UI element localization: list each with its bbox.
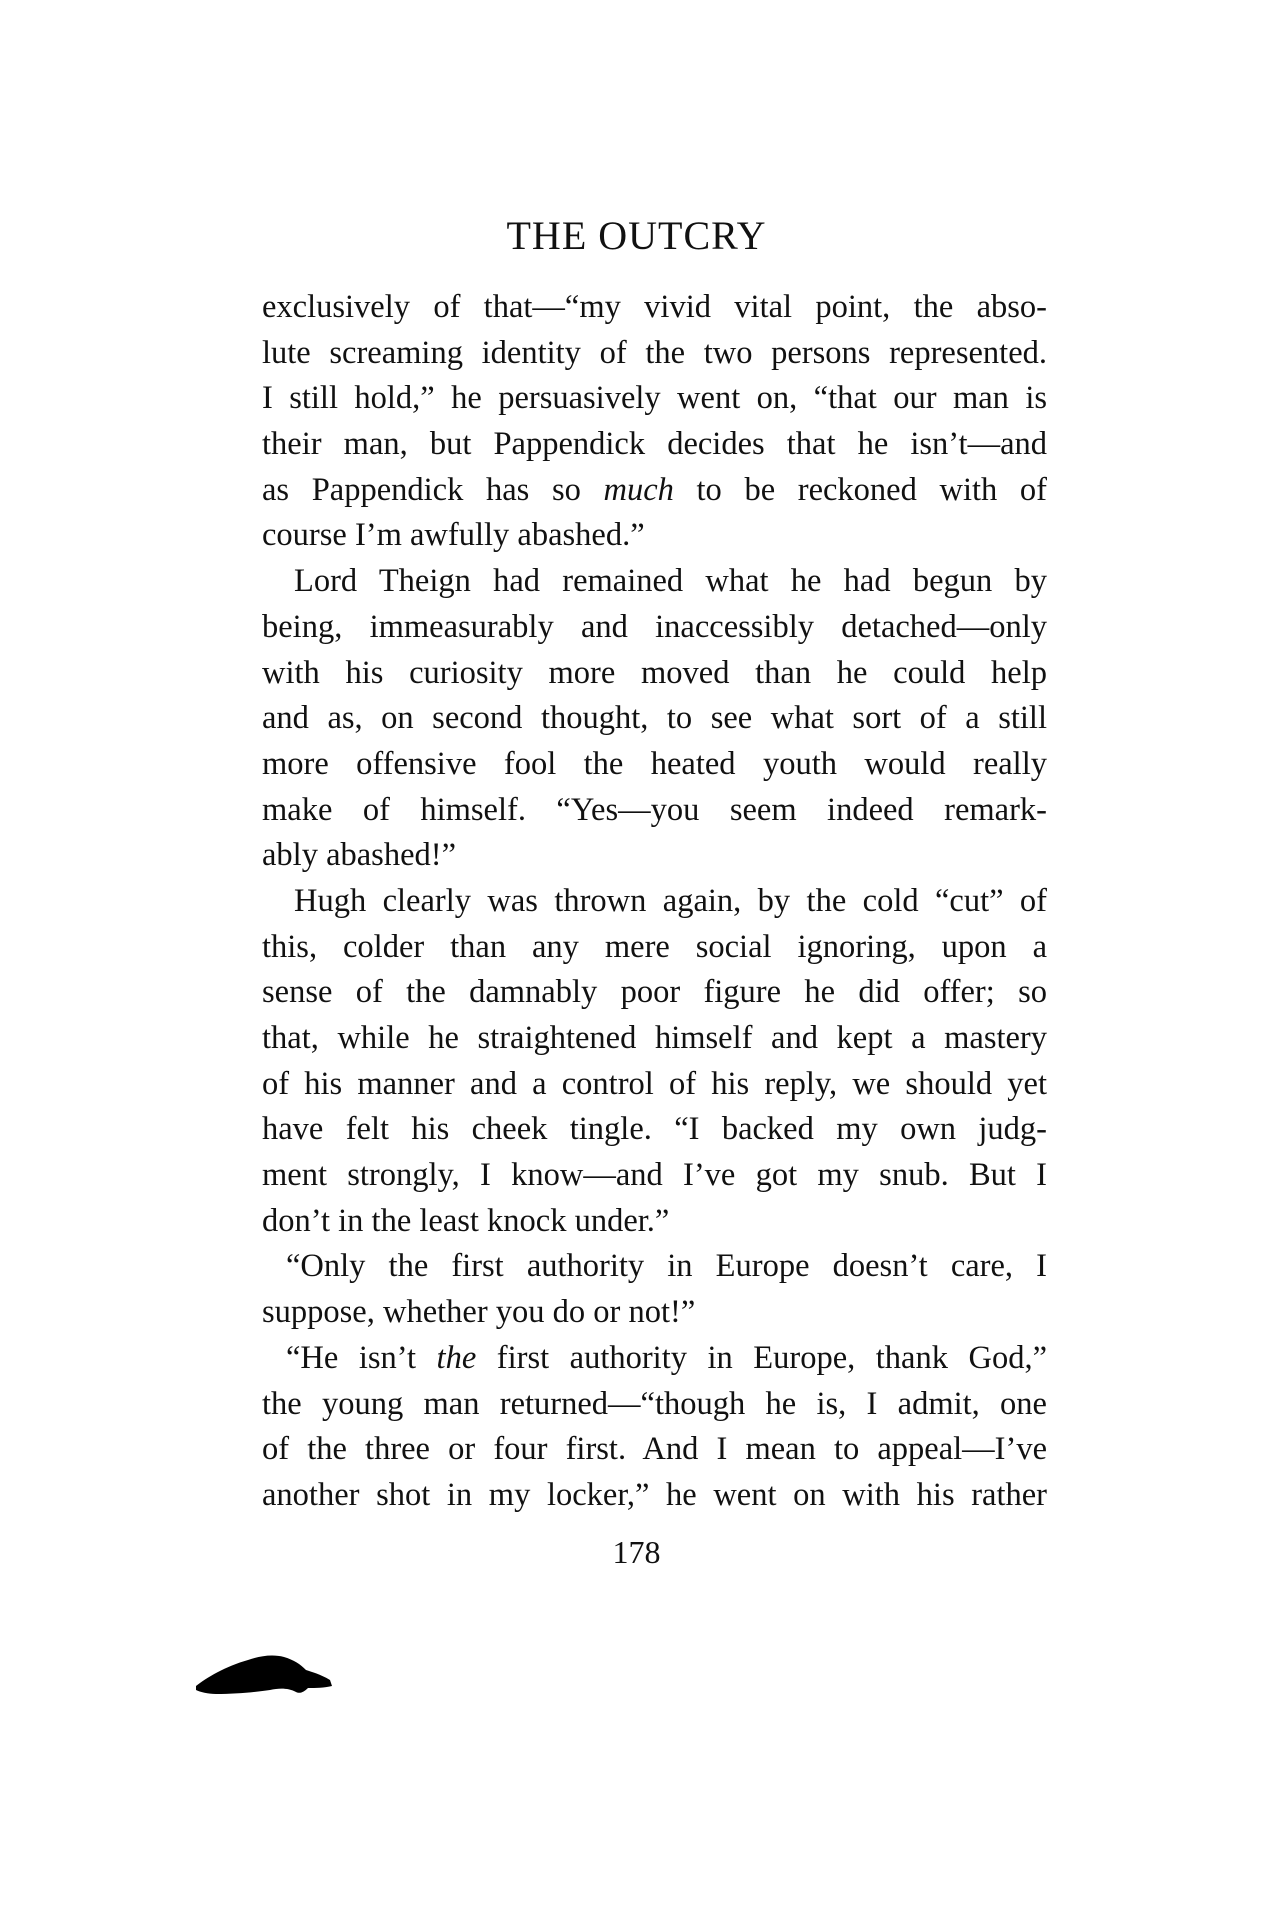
body-text <box>262 285 1047 1519</box>
text-segment: to be reckoned with of <box>673 471 1047 508</box>
text-segment: “He isn’t <box>286 1339 437 1376</box>
text-line: another shot in my locker,” he went on with his rather <box>262 1476 1047 1513</box>
paragraph-start-line: Hugh clearly was thrown again, by the cold “cut” of <box>294 882 1047 919</box>
text-line: sense of the damnably poor figure he did offer; so <box>262 974 1047 1011</box>
text-line: course I’m awfully abashed.” <box>262 517 645 554</box>
text-line: have felt his cheek tingle. “I backed my own judg- <box>262 1111 1047 1148</box>
text-line <box>262 468 1047 514</box>
text-line: of his manner and a control of his reply, we should yet <box>262 1065 1047 1102</box>
text-line: don’t in the least knock under.” <box>262 1202 670 1239</box>
paragraph-start-line: “Only the first authority in Europe doesn’t care, I <box>286 1248 1047 1285</box>
running-head: THE OUTCRY <box>506 213 767 258</box>
ink-blot-mark <box>196 1648 332 1700</box>
paragraph-start-line: Lord Theign had remained what he had begun by <box>294 563 1047 600</box>
text-line: ably abashed!” <box>262 837 457 874</box>
text-line: lute screaming identity of the two persons represented. <box>262 334 1047 371</box>
text-segment: as Pappendick has so <box>262 471 604 508</box>
page-number: 178 <box>612 1534 661 1570</box>
emphasis: much <box>603 471 674 508</box>
text-line: and as, on second thought, to see what sort of a still <box>262 700 1047 737</box>
text-line: being, immeasurably and inaccessibly detached—only <box>262 608 1047 645</box>
text-line: their man, but Pappendick decides that he isn’t—and <box>262 426 1047 463</box>
text-line: more offensive fool the heated youth would really <box>262 745 1047 782</box>
text-segment: first authority in Europe, thank God,” <box>476 1339 1047 1376</box>
text-line: exclusively of that—“my vivid vital point, the abso- <box>262 289 1047 325</box>
text-line: the young man returned—“though he is, I admit, one <box>262 1385 1047 1422</box>
text-line: with his curiosity more moved than he could help <box>262 654 1047 691</box>
text-line: ment strongly, I know—and I’ve got my snub. But I <box>262 1157 1047 1194</box>
text-line: that, while he straightened himself and kept a mastery <box>262 1020 1047 1056</box>
text-line: I still hold,” he persuasively went on, “that our man is <box>262 380 1047 417</box>
text-line: this, colder than any mere social ignoring, upon a <box>262 928 1047 965</box>
text-line: suppose, whether you do or not!” <box>262 1294 696 1331</box>
text-line: of the three or four first. And I mean to appeal—I’ve <box>262 1431 1047 1468</box>
emphasis: the <box>436 1339 477 1376</box>
text-line: make of himself. “Yes—you seem indeed remark- <box>262 791 1047 828</box>
paragraph-start-line <box>262 1336 1047 1382</box>
